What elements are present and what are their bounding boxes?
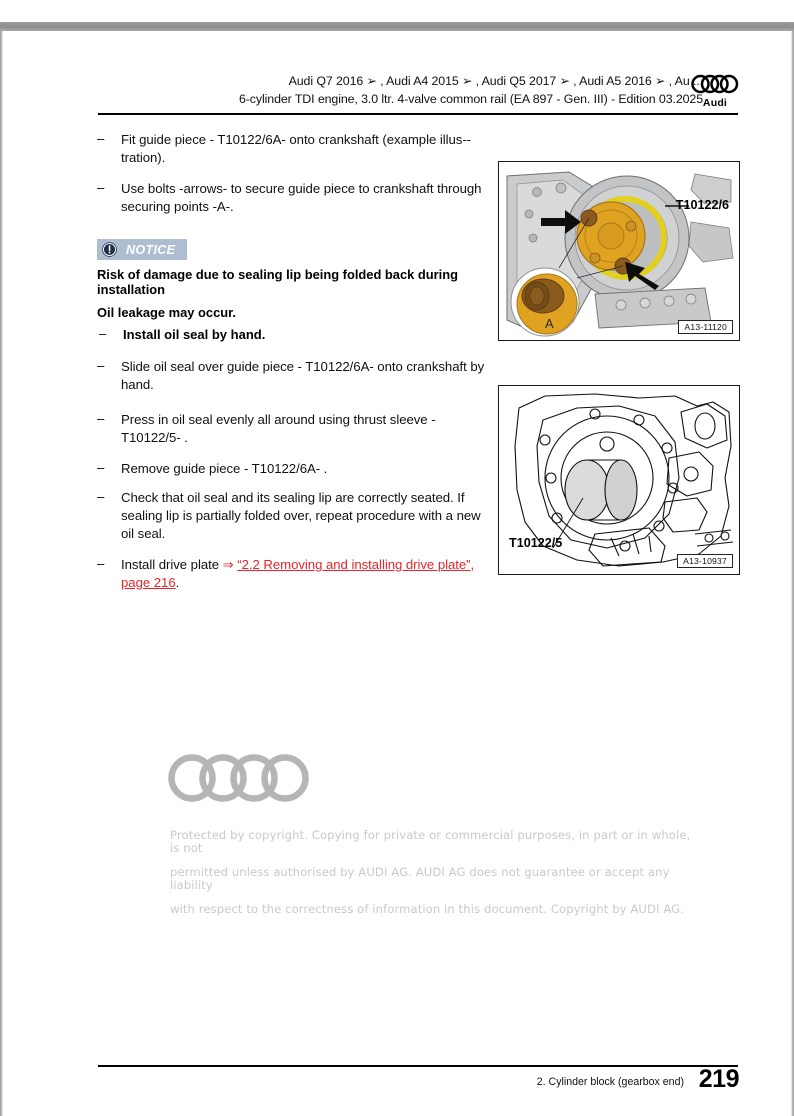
notice-action-item bbox=[97, 326, 485, 344]
warning-exclamation-icon bbox=[101, 241, 118, 258]
crankshaft-guide-piece-figure bbox=[498, 161, 740, 341]
list-dash: – bbox=[97, 410, 105, 426]
page-number: 219 bbox=[698, 1065, 739, 1093]
copyright-line: permitted unless authorised by AUDI AG. AUDI AG does not guarantee or accept any liability bbox=[170, 865, 670, 892]
cross-reference-arrow-icon: ⇒ bbox=[222, 556, 234, 572]
detail-letter-a: A bbox=[545, 316, 554, 331]
list-dash: – bbox=[97, 459, 105, 475]
figure-tool-label: T10122/6 bbox=[675, 198, 729, 212]
list-item-text: Use bolts -arrows- to secure guide piece to crankshaft through securing points -A-. bbox=[121, 181, 482, 214]
list-dash: – bbox=[97, 488, 105, 504]
copyright-line: with respect to the correctness of information in this document. Copyright by AUDI AG. bbox=[170, 902, 685, 916]
list-item bbox=[95, 460, 485, 478]
thrust-sleeve-figure bbox=[498, 385, 740, 575]
list-item bbox=[95, 180, 485, 216]
list-item-text: Remove guide piece - T10122/6A- . bbox=[121, 460, 328, 476]
list-dash: – bbox=[97, 180, 105, 195]
list-dash: – bbox=[97, 555, 105, 571]
viewer-top-strip bbox=[0, 0, 794, 22]
notice-badge bbox=[97, 239, 187, 260]
figure-id-tag: A13-10937 bbox=[677, 554, 733, 568]
header-rule bbox=[98, 113, 738, 115]
footer-section-title: 2. Cylinder block (gearbox end) bbox=[536, 1076, 684, 1088]
instructions-column bbox=[95, 131, 485, 605]
list-item-text: Check that oil seal and its sealing lip are correctly seated. If sealing lip is partially folded over, repeat procedure with a new oil seal. bbox=[121, 489, 481, 541]
list-item bbox=[95, 358, 485, 394]
list-item bbox=[95, 131, 485, 167]
link-prefix-text: Install drive plate bbox=[121, 556, 220, 572]
crankshaft-guide-piece-illustration bbox=[499, 162, 738, 339]
header-engine-line: 6-cylinder TDI engine, 3.0 ltr. 4-valve common rail (EA 897 - Gen. III) - Edition 03.2025 bbox=[238, 92, 703, 106]
page-header bbox=[3, 31, 791, 109]
figure-tool-label: T10122/5 bbox=[509, 536, 563, 550]
notice-action-text: Install oil seal by hand. bbox=[123, 326, 266, 342]
figure-id-tag: A13-11120 bbox=[678, 320, 733, 334]
link-suffix-text: . bbox=[175, 574, 180, 590]
list-item bbox=[95, 489, 485, 543]
list-item-with-link bbox=[95, 556, 485, 592]
list-item-text: Press in oil seal evenly all around using thrust sleeve - T10122/5- . bbox=[121, 411, 436, 445]
copyright-notice bbox=[170, 829, 700, 927]
cross-reference-link[interactable]: “2.2 Removing and installing drive plate”, page 216 bbox=[121, 556, 475, 590]
document-page bbox=[3, 31, 791, 1116]
copyright-line: Protected by copyright. Copying for private or commercial purposes, in part or in whole, is not bbox=[170, 828, 691, 855]
header-models-line: Audi Q7 2016 ➢ , Audi A4 2015 ➢ , Audi Q5 2017 ➢ , Audi A5 2016 ➢ , Au ... bbox=[288, 74, 703, 88]
notice-subtext: Oil leakage may occur. bbox=[97, 304, 237, 320]
audi-rings-watermark-icon bbox=[168, 745, 333, 811]
audi-wordmark: Audi bbox=[702, 97, 728, 109]
list-item bbox=[95, 411, 485, 447]
list-item-text bbox=[121, 557, 474, 590]
viewer-divider-band bbox=[0, 22, 794, 31]
notice-heading: Risk of damage due to sealing lip being folded back during installation bbox=[97, 267, 458, 297]
footer-rule bbox=[98, 1065, 738, 1067]
list-dash: – bbox=[99, 325, 107, 341]
list-item-text: Slide oil seal over guide piece - T10122/6A- onto crankshaft by hand. bbox=[121, 358, 485, 392]
list-item-text: Fit guide piece - T10122/6A- onto crankshaft (example illus-tration). bbox=[121, 132, 472, 165]
notice-label: NOTICE bbox=[126, 242, 176, 257]
figures-column bbox=[498, 161, 746, 619]
list-dash: – bbox=[97, 357, 105, 373]
list-dash: – bbox=[97, 131, 105, 146]
